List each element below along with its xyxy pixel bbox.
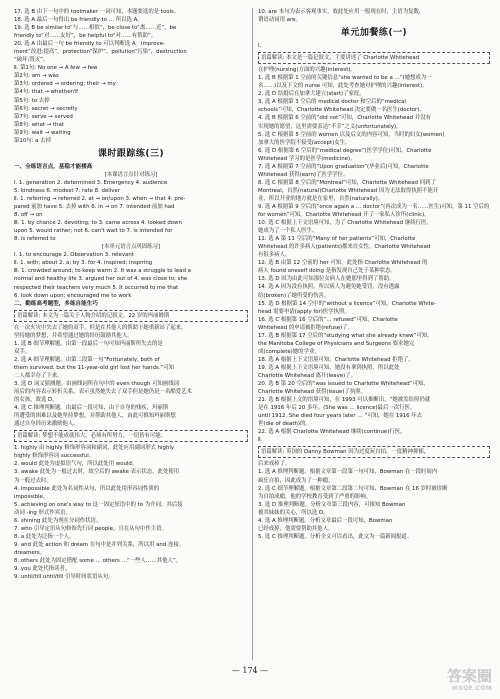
answer-line: Montreal，自然(natural)Charlotte Whitehead 因为无法取得执照不能开: [258, 187, 439, 194]
answer-line: 为一般过去时。: [14, 477, 52, 484]
answer-line: 5. 选 C 根据第 5 空前的 women 以及后文的内容可知，当时的妇女(women): [258, 131, 445, 138]
answer-line: 谓语动词用 are。: [258, 17, 301, 24]
answer-line: 4. 选 A 推理判断题。分析文章最后一段可知，Bowman: [258, 517, 393, 524]
answer-line: 成(complete)她的学业。: [258, 348, 320, 355]
answer-line: normal and healthy life 3. argued her out of 4. was close to; she: [14, 276, 188, 283]
answer-line: Ⅱ.: [258, 437, 263, 444]
answer-line: Ⅰ. 1. generation 2. determined 3. Emergency 4. audience: [14, 179, 168, 186]
answer-line: 实现她的愿望，这里需要表达“不幸”之义(unfortunately)。: [258, 123, 402, 130]
answer-line: 动词 -ing 形式作宾语。: [14, 509, 71, 516]
answer-line: 第10句: a 去掉: [14, 137, 51, 144]
answer-line: 22. 选 A 根据 Charlotte Whitehead 继续(continue)行医。: [258, 429, 406, 436]
subsection-label: [本课语言点针对练习]: [104, 171, 158, 178]
answer-line: 二人都幸存了下来。: [14, 372, 63, 379]
left-column: [14, 8, 248, 581]
passage-summary-box: [14, 310, 248, 322]
answer-line: Ⅲ. 1. crowded around; to keep warm 2. It was a struggle to lead a: [14, 268, 191, 275]
answer-line: 1. highly 由 highly 修饰形容词和副词，此处应用副词形式 highly: [14, 445, 175, 452]
answer-line: 有很多病人。: [258, 252, 291, 259]
answer-line: Charlotte Whitehead 离开(leave)了。: [258, 372, 356, 379]
answer-line: 8. others 此处为固定搭配 some … others …“一些人……其他人”。: [14, 558, 182, 564]
answer-line: 5. kindness 6. modest 7. rate 8. deliver: [14, 187, 120, 194]
answer-line: 10. 选 C 根据上下文语境可知，为了 Charlotte Whitehead 继续行医，: [258, 220, 432, 227]
answer-line: 3. awake 此处为一般过去时，故空后的 awake 表示状态，此处使用: [14, 469, 180, 476]
answer-line: 4. impossible 此处为名词性从句，所以此处用形容词性质的: [14, 485, 160, 492]
answer-line: 5. 选 C 推理判断题。分析全文可以看出，此文为一篇新闻报道。: [258, 533, 413, 540]
answer-line: 1. 选 B 根据第 1 空前的关键信息“she wanted to be a …”(她想成为一: [258, 75, 432, 82]
answer-line: 8. is referred to: [14, 236, 56, 243]
watermark-logo: [408, 667, 492, 693]
answer-line: 13. 选 D 因为由此可知那位女病人在她那里得到了帮助。: [258, 276, 395, 283]
answer-line: 被其妹妹的关心，所以选 D。: [258, 509, 329, 516]
column-divider: [252, 8, 253, 660]
answer-line: “破坏;毁灭”。: [14, 57, 49, 64]
answer-line: 第3句: ordered → ordering; their → my: [14, 81, 116, 88]
answer-line: 她成为了一个私人医生。: [258, 228, 318, 235]
answer-line: 第6句: secret → secretly: [14, 105, 78, 112]
section-heading: 课时跟踪练(三): [97, 148, 165, 159]
answer-line: friendly to“对……友好”，be helpful to“对……有帮助”。: [14, 33, 157, 40]
answer-line: 20. 选 A 由最后一句 be friendly to 可以判断选 A。improve-: [14, 41, 165, 48]
answer-line: 疯狂自拍，因此成为了一种瘾。: [258, 477, 334, 484]
answer-line: 6. look down upon; encouraged me to work: [14, 292, 132, 299]
summary-line: 语篇解读: 本文为一篇关于人物介绍的记叙文。22 岁的玛丽姆斯: [17, 312, 170, 319]
answer-line: 6. 选 D 根据第 6 空后的“medical degree”(医学学位)可知，Charlotte: [258, 147, 432, 154]
answer-line: Whitehead 学习的是医学(medicine)。: [258, 155, 356, 162]
subsection-label: [本单元语言点巩固练习]: [101, 244, 161, 251]
answer-line: 所遭受的困难以及她坚持梦想，并帮助其他人，由此可推知玛丽斯想: [14, 413, 176, 420]
answer-line: the Manitoba College of Physicians and Surgeons 要求她完: [258, 340, 415, 347]
answer-line: ment“改进;提高”，protection“保护”，pollution“污染”，destruction: [14, 49, 187, 56]
answer-line: 第5句: to 去掉: [14, 97, 50, 104]
answer-line: 世(die of death)的。: [258, 421, 311, 428]
answer-line: 第2句: am → was: [14, 73, 59, 80]
answer-line: upon 5. would rather; not 6. can't wait to 7. is intended for: [14, 228, 173, 235]
answer-line: 业，所以开业的地方就是在家里，自然(naturally)。: [258, 195, 384, 202]
answer-line: 3. 选 A 根据第 3 空后的 medical doctor 和空后的“medical: [258, 99, 406, 106]
answer-line: 6. shining 此处为现在分词作状语。: [14, 517, 102, 524]
passage-summary-box: [258, 446, 490, 458]
answer-line: 双手。: [14, 348, 31, 355]
right-column: [258, 8, 490, 541]
part-title: 一、全练语言点，基稳才能楼高: [14, 163, 93, 170]
answer-line: 1. 选 A 推理判断题。根据文章第一段第一句可知，Bowman 在一段时间内: [258, 469, 438, 476]
section-heading: 单元加餐练(一): [340, 28, 408, 39]
answer-line: schools”可知，Charlotte Whitehead 决定要做一名医生(doctor)。: [258, 107, 425, 114]
passage-summary-box: [14, 430, 248, 442]
answer-line: 8. off → on: [14, 212, 43, 219]
answer-line: impossible。: [14, 493, 49, 500]
answer-line: 前后的内容表示转折关系，表示虽然她失去了双手但是她仍是一名酷爱艺术: [14, 389, 192, 396]
watermark-url: MXQE.COM: [452, 685, 492, 692]
page-number: — 174 —: [231, 666, 269, 675]
answer-line: Ⅰ.: [258, 43, 262, 50]
answer-line: 15. 选 D 根据第 14 空中的“without a licence”可知，Charlotte White-: [258, 300, 436, 307]
answer-line: highly 修饰形容词 successful。: [14, 453, 95, 460]
answer-line: Charlotte Whitehead 获得(issue)了执照。: [258, 389, 366, 396]
answer-line: Ⅰ. 1. to encourage 2. Observation 3. relevant: [14, 252, 134, 259]
watermark-text: 答案圈: [446, 667, 492, 685]
answer-line: dreamers。: [14, 549, 46, 556]
answer-line: 20. 选 B 第 20 空后的“was issued to Charlotte Whitehead”可知，: [258, 381, 429, 388]
answer-line: Whitehead 的申请被拒绝(refuse)了。: [258, 324, 354, 331]
answer-line: 坚持她的梦想，并希望通过她的经历鼓励其他人。: [14, 332, 133, 339]
answer-line: Whitehead 的许多病人(patients)都来自女性，Charlotte Whitehead: [258, 244, 431, 251]
answer-line: 2. 选 C 细节理解题。根据文章第二段第二句可知，Bowman 在 16 岁时被诊断: [258, 485, 448, 492]
answer-line: 7. 选 A 根据第 7 空前的“Upon graduation”(毕业后)可知，Charlotte: [258, 163, 429, 170]
answer-line: 8. 选 C 根据第 8 空后的“Montreal”可知，Charlotte Whitehead 回到了: [258, 179, 436, 186]
answer-line: Ⅲ. 1. by chance 2. devoting; to 3. came across 4. looked down: [14, 220, 182, 227]
answer-line: 19. 选 A 根据上下文语境可知，她没有拿到执照，所以此处: [258, 364, 400, 371]
answer-line: 第7句: serve → served: [14, 113, 73, 120]
answer-line: 4. 选 C 推理判断题。由最后一段可知，由于自身的残疾，玛丽斯: [14, 405, 169, 412]
answer-line: 已经戒掉，他需要帮助其他人。: [258, 525, 334, 532]
answer-line: 4. 选 B 根据第 6 空前的“did not”可知，Charlotte Whitehead 并没有: [258, 115, 431, 122]
answer-line: Ⅱ. 1. referring → referred 2. at → on/upon 3. when → that 4. pre-: [14, 195, 186, 202]
answer-line: 12. 选 B 由第 12 空前的 her 可知，此处指 Charlotte Whitehead 的: [258, 260, 428, 267]
answer-line: pared 前加 have 5. 去掉 with 6. in → on 7. intended 前加 had: [14, 204, 175, 211]
answer-line: them survived. but the 11-year-old girl lost her hands.”可知: [14, 364, 174, 371]
answer-line: 5. achieving on one's way to 这一固定短语中的 to 为介词，其后接: [14, 501, 183, 508]
answer-line: 为自拍成瘾，他的学校教育受到了严重的影响。: [258, 493, 372, 500]
answer-line: 9. you 此处代指读者。: [14, 566, 71, 573]
answer-line: 18. 选 A 根据上下文语境可知，Charlotte Whitehead 拒绝了。: [258, 356, 414, 363]
answer-line: 3. 选 D 推理判断题。分析文章第三段内容，可推知 Bowman: [258, 501, 406, 508]
answer-line: 病人 found oneself doing 是指发现自己处于某种状态。: [258, 268, 396, 275]
answer-line: Ⅱ. 第1句: No one → A few → few: [14, 65, 98, 72]
answer-line: 后来戒掉了。: [258, 461, 291, 468]
answer-line: 17. 选 B 根据第 17 空后的“studying what she already knew”可知，: [258, 332, 433, 339]
answer-line: 2. 选 D 结婚后在加拿大建立(start)了家庭。: [258, 91, 365, 98]
answer-line: respected their teachers very much 5. It occurred to me that: [14, 284, 179, 291]
answer-line: until 1912. She died four years later … ”可知，她在 1916 年去: [258, 413, 423, 420]
answer-line: 第8句: what → that: [14, 121, 64, 128]
summary-line: 语篇解读: 英国的 Danny Bowman 因为过度玩自拍，一度精神抑郁，: [261, 449, 430, 456]
answer-line: 14. 选 A 因为没有执照，所以病人为避免她受罚，没有透露: [258, 284, 400, 291]
answer-line: 7. who 引导定语从句修饰先行词 people，且在从句中作主语。: [14, 525, 167, 532]
answer-line: 在一次火灾中失去了她的双手，但是在其他人的帮助下她重新站了起来，: [14, 324, 187, 331]
answer-line: 名……)以及下文的 nurse 可知，此处考查她对护理的兴趣(interest)。: [258, 83, 428, 90]
passage-summary-box: [258, 52, 490, 64]
answer-line: 第9句: wait → waiting: [14, 129, 71, 136]
answer-line: 10. are 本句为表示客观事实，故此处应用一般现在时，主语为复数，: [258, 9, 425, 15]
answer-line: 8. a 此处为泛指一个人。: [14, 533, 75, 540]
summary-line: 语篇解读: 本文是一篇记叙文，主要讲述了 Charlotte Whitehead: [261, 55, 420, 62]
answer-line: 9. 选 A 根据第 9 空后的“once again a … doctor”(再次成为一名……医生)可知，第 11 空后的: [258, 203, 490, 210]
answer-line: 21. 选 B 根据上文的语境可知，在 1993 可以推断出，“她被发给照仍就: [258, 397, 431, 404]
answer-line: 9. until/till until/till 引导时间状语从句。: [14, 574, 114, 581]
answer-line: 的女孩，故选 D。: [14, 397, 58, 404]
answer-line: 17. 选 B 由下一句中的 toolmaker 一词可知，本题要选的是 tools。: [14, 9, 180, 15]
answer-line: 1. 选 B 细节理解题。由第一段最后一句可知玛丽斯所失去的是: [14, 340, 163, 347]
answer-line: 通过自身经历来激励他人。: [14, 421, 79, 428]
answer-line: 16. 选 C 根据第 16 空后的“… refused”可知，Charlotte: [258, 316, 398, 323]
answer-line: 2. 选 A 细节理解题。由第二段第一句“Fortunately, both of: [14, 356, 160, 363]
answer-line: 19. 选 B be similar to“与……相似”，be close to“离……近”，be: [14, 25, 177, 32]
answer-line: 在护理(nursing)方面的兴趣(interest)。: [258, 67, 356, 74]
answer-line: 是在 1916 年后 20 多年。(She was … licence)最后一次行医。: [258, 405, 416, 412]
part-title: 二、勤练高考题型，多练自能生巧: [14, 300, 98, 307]
answer-line: 18. 选 A 最后一句得出 be friendly to … 所以选 A。: [14, 17, 143, 24]
summary-line: 语篇解读: 梦想不能成就伟大，必须有所努力，一切皆有可能。: [17, 433, 167, 440]
answer-line: 加拿大的医学院不接受(accept)女生。: [258, 139, 351, 146]
answer-line: 2. would 此处为虚拟语气句，所以此处用 would。: [14, 461, 138, 468]
answer-line: 11. 选 A 第 11 空后的“Many of her patients”可知，Charlotte: [258, 236, 416, 243]
answer-line: Ⅱ. 1. with; about 2. a; by 3. for 4. inspired; inspiring: [14, 260, 153, 267]
answer-line: 第4句: that → whether/if: [14, 89, 79, 96]
answer-line: head 需要申请(apply for)医学执照。: [258, 308, 350, 315]
answer-line: 给(broken)了她所受的伤害。: [258, 292, 330, 299]
answer-line: Whitehead 获得(earn)了医学学位。: [258, 171, 349, 178]
answer-line: 3. 选 D 词义猜测题。由画线词所在句中的 even though 可知画线词: [14, 381, 180, 388]
answer-line: 9. and 此处 action 和 dream 在句中是并列关系，所以用 and 连接。: [14, 541, 185, 548]
answer-line: for women”可知，Charlotte Whitehead 开了一家私人诊所(clinic)。: [258, 212, 430, 219]
